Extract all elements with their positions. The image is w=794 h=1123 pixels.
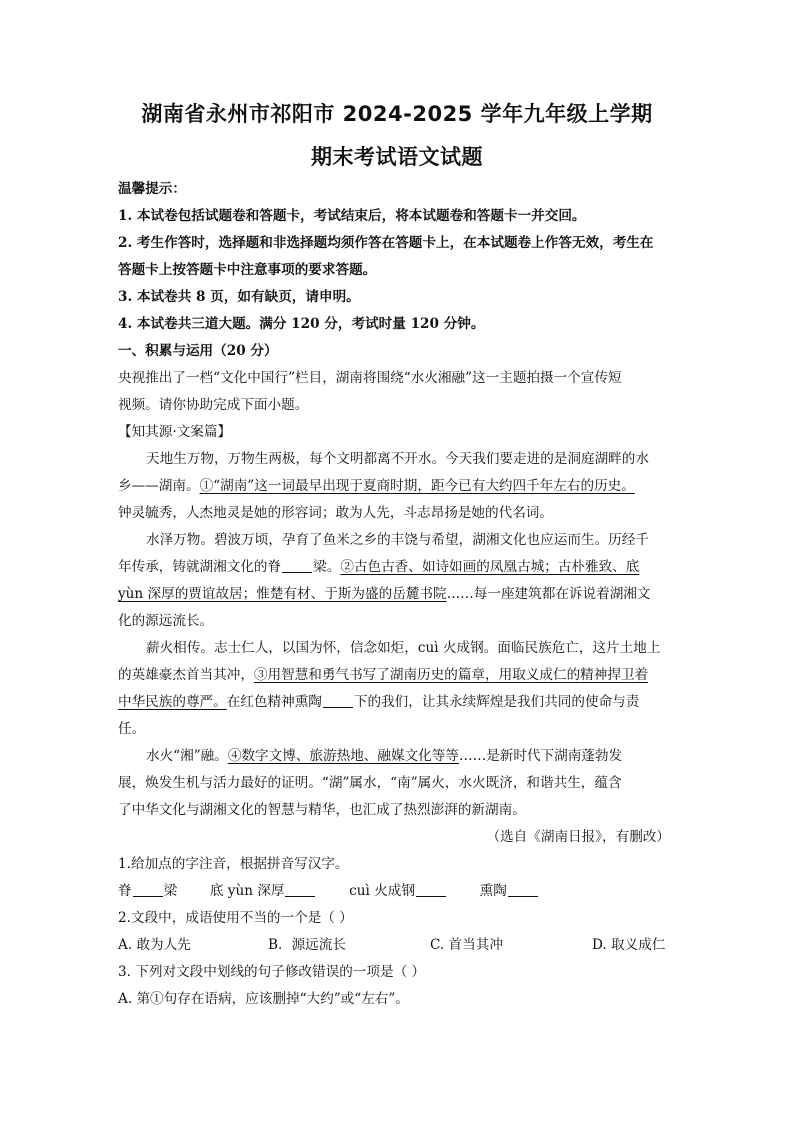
question-1: 1.给加点的字注音，根据拼音写汉字。 xyxy=(118,856,349,872)
passage-text: 水火“湘”融。 xyxy=(146,748,228,764)
section-intro-b: 视频。请你协助完成下面小题。 xyxy=(118,397,309,413)
exam-title-line2: 期末考试语文试题 xyxy=(311,145,483,169)
answer-blank[interactable] xyxy=(416,881,446,897)
notice-heading: 温馨提示： xyxy=(118,181,186,197)
notice-item-4: 4. 本试卷共三道大题。满分 120 分，考试时量 120 分钟。 xyxy=(118,316,485,332)
passage-text: 乡——湖南。 xyxy=(118,478,200,494)
passage-p2-line3 xyxy=(118,581,670,608)
q1-item-text: 梁 xyxy=(163,883,178,899)
section-subheading: 【知其源·文案篇】 xyxy=(118,424,232,440)
passage-p1-line3: 钟灵毓秀，人杰地灵是她的形容词；敢为人先，斗志昂扬是她的代名词。 xyxy=(118,505,553,521)
passage-p4-line2: 展，焕发生机与活力最好的证明。“湖”属水，“南”属火，水火既济，和谐共生，蕴含 xyxy=(118,775,622,791)
underlined-sentence-3b: 中华民族的尊严。 xyxy=(118,694,227,710)
notice-item-1: 1. 本试卷包括试题卷和答题卡，考试结束后，将本试题卷和答题卡一并交回。 xyxy=(118,208,586,224)
fill-blank xyxy=(323,692,353,708)
answer-blank[interactable] xyxy=(508,881,538,897)
answer-blank[interactable] xyxy=(133,881,163,897)
q3-option-a[interactable]: A. 第①句存在语病，应该删掉“大约”或“左右”。 xyxy=(118,991,409,1007)
exam-title-line1: 湖南省永州市祁阳市 2024-2025 学年九年级上学期 xyxy=(141,102,653,126)
passage-p4-line1 xyxy=(118,743,670,770)
underlined-sentence-4: ④数字文博、旅游热地、融媒文化等等 xyxy=(227,748,459,764)
passage-text: 年传承，铸就湖湘文化的脊 xyxy=(118,559,282,575)
passage-text: 梁。 xyxy=(313,559,341,575)
passage-p3-line1: 薪火相传。志士仁人，以国为怀，信念如炬，cuì 火成钢。面临民族危亡，这片土地上 xyxy=(146,640,661,656)
q2-option-d[interactable]: D. 取义成仁 xyxy=(592,937,666,953)
passage-source: （选自《湖南日报》，有删改） xyxy=(486,829,670,845)
q1-item-text: 底 yùn 深厚 xyxy=(209,883,285,899)
passage-p2-line1: 水泽万物。碧波万顷，孕育了鱼米之乡的丰饶与希望，湖湘文化也应运而生。历经千 xyxy=(146,532,649,548)
passage-text: 的英雄豪杰首当其冲， xyxy=(118,667,254,683)
passage-text: ……是新时代下湖南蓬勃发 xyxy=(458,748,623,764)
q1-item-text: 脊 xyxy=(118,883,132,899)
passage-p2-line4: 化的源远流长。 xyxy=(118,613,214,629)
notice-item-2a: 2. 考生作答时，选择题和非选择题均须作答在答题卡上，在本试题卷上作答无效，考生在 xyxy=(118,235,654,251)
notice-item-3: 3. 本试卷共 8 页，如有缺页，请申明。 xyxy=(118,289,360,305)
underlined-sentence-2a: ②古色古香、如诗如画的凤凰古城；古朴雅致、底 xyxy=(340,559,640,575)
underlined-sentence-2b: yùn 深厚的贾谊故居；惟楚有材、于斯为盛的岳麓书院 xyxy=(118,586,447,602)
underlined-sentence-1: ①“湖南”这一词最早出现于夏商时期，距今已有大约四千年左右的历史。 xyxy=(199,478,635,494)
passage-p1-line2 xyxy=(118,473,670,500)
passage-p3-line4: 任。 xyxy=(118,721,146,737)
exam-content xyxy=(118,176,670,1013)
section-heading: 一、积累与运用（20 分） xyxy=(118,343,278,359)
q1-item-text: cuì 火成钢 xyxy=(349,883,415,899)
question-2-options xyxy=(118,932,670,959)
q2-option-a[interactable]: A. 敢为人先 xyxy=(118,937,191,953)
question-3: 3. 下列对文段中划线的句子修改错误的一项是（ ） xyxy=(118,964,426,980)
passage-p3-line2 xyxy=(118,662,670,689)
question-2: 2.文段中，成语使用不当的一个是（ ） xyxy=(118,910,353,926)
passage-p4-line3: 了中华文化与湖湘文化的智慧与精华，也汇成了热烈澎湃的新湖南。 xyxy=(118,802,526,818)
section-intro-a: 央视推出了一档“文化中国行”栏目，湖南将围绕“水火湘融”这一主题拍摄一个宣传短 xyxy=(118,370,622,386)
passage-p3-line3 xyxy=(118,689,670,716)
underlined-sentence-3a: ③用智慧和勇气书写了湖南历史的篇章，用取义成仁的精神捍卫着 xyxy=(253,667,649,683)
answer-blank[interactable] xyxy=(285,881,315,897)
passage-p2-line2 xyxy=(118,554,670,581)
notice-item-2b: 答题卡上按答题卡中注意事项的要求答题。 xyxy=(118,262,377,278)
q1-item-text: 熏陶 xyxy=(479,883,507,899)
q2-option-c[interactable]: C. 首当其冲 xyxy=(430,937,503,953)
passage-p1-line1: 天地生万物，万物生两极，每个文明都离不开水。今天我们要走进的是洞庭湖畔的水 xyxy=(146,451,649,467)
passage-text: 在红色精神熏陶 xyxy=(226,694,322,710)
fill-blank xyxy=(282,557,312,573)
passage-text: 下的我们，让其永续辉煌是我们共同的使命与责 xyxy=(353,694,640,710)
passage-text: ……每一座建筑都在诉说着湖湘文 xyxy=(446,586,651,602)
q2-option-b[interactable]: B．源远流长 xyxy=(268,937,346,953)
question-1-items xyxy=(118,878,670,905)
